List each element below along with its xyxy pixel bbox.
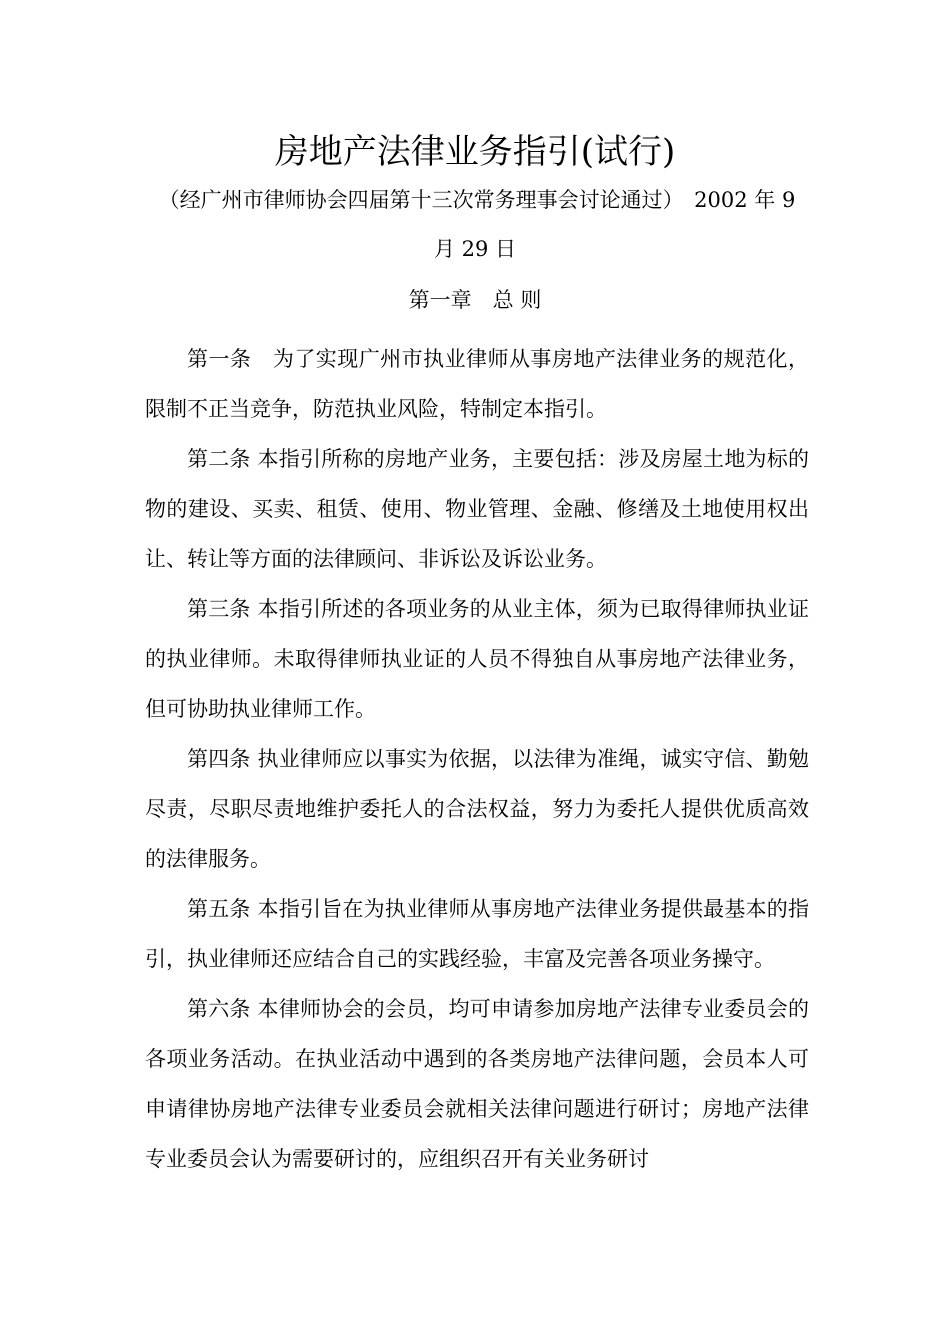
document-body [145,334,809,1184]
article-label: 第六条 [187,997,258,1021]
document-title: 房地产法律业务指引(试行) [274,132,676,172]
article-text: 本指引所称的房地产业务，主要包括：涉及房屋土地为标的物的建设、买卖、租赁、使用、物业管理、金融、修缮及土地使用权出让、转让等方面的法律顾问、非诉讼及诉讼业务。 [145,447,809,571]
article-label: 第二条 [187,447,258,471]
article-3 [145,584,809,734]
chapter-heading: 第一章 总 则 [408,288,542,312]
document-date: 月 29 日 [433,237,517,261]
article-text: 本指引所述的各项业务的从业主体，须为已取得律师执业证的执业律师。未取得律师执业证的人员不得独自从事房地产法律业务，但可协助执业律师工作。 [145,597,809,721]
article-6 [145,984,809,1184]
article-2 [145,434,809,584]
document-subtitle: （经广州市律师协会四届第十三次常务理事会讨论通过） 2002 年 9 [158,188,796,212]
article-5 [145,884,809,984]
article-label: 第五条 [187,897,258,921]
article-text: 为了实现广州市执业律师从事房地产法律业务的规范化，限制不正当竞争，防范执业风险，特制定本指引。 [145,347,809,421]
article-label: 第一条 [187,347,273,371]
article-label: 第三条 [187,597,258,621]
article-label: 第四条 [187,747,258,771]
article-4 [145,734,809,884]
article-text: 执业律师应以事实为依据，以法律为准绳，诚实守信、勤勉尽责，尽职尽责地维护委托人的合法权益，努力为委托人提供优质高效的法律服务。 [145,747,809,871]
article-text: 本律师协会的会员，均可申请参加房地产法律专业委员会的各项业务活动。在执业活动中遇到的各类房地产法律问题，会员本人可申请律协房地产法律专业委员会就相关法律问题进行研讨；房地产法律专业委员会认为需要研讨的，应组织召开有关业务研讨 [145,997,809,1171]
article-text: 本指引旨在为执业律师从事房地产法律业务提供最基本的指引，执业律师还应结合自己的实践经验，丰富及完善各项业务操守。 [145,897,809,971]
article-1 [145,334,809,434]
